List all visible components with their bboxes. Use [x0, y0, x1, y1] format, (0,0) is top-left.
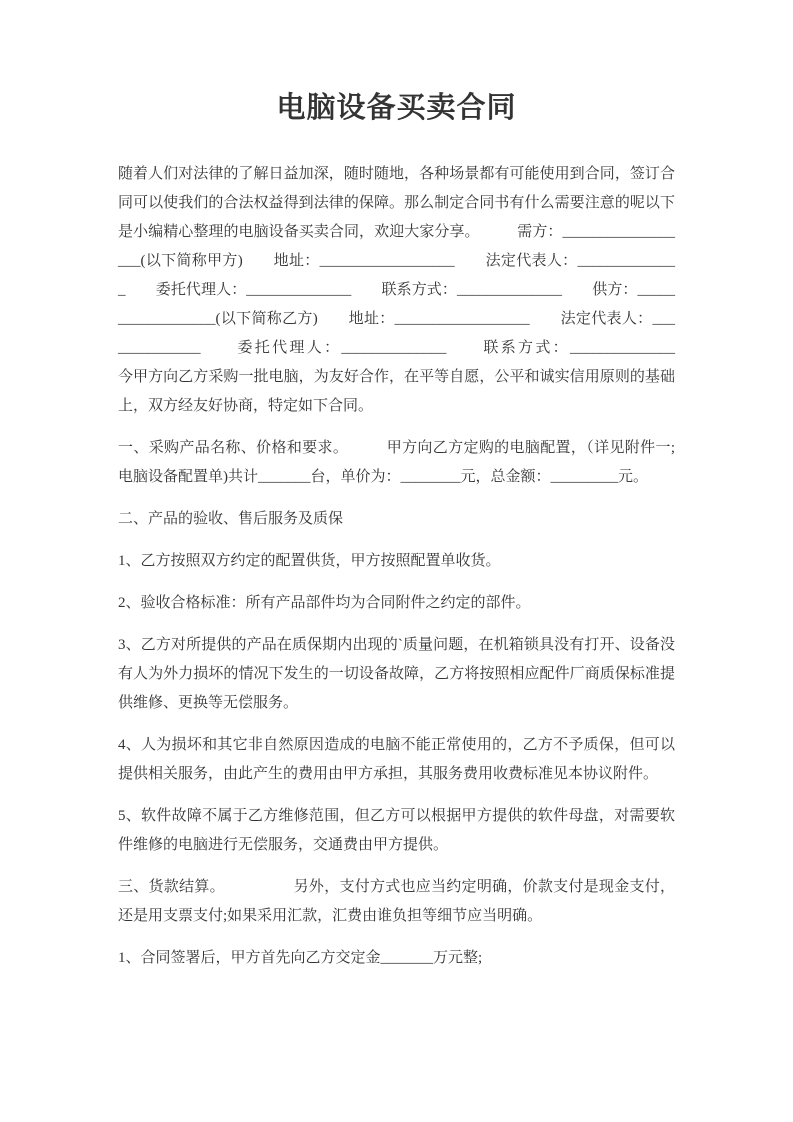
- clause-2-3: 3、乙方对所提供的产品在质保期内出现的`质量问题，在机箱锁具没有打开、设备没有人为外力损坏的情况下发生的一切设备故障，乙方将按照相应配件厂商质保标准提供维修、更换等无偿服务。: [118, 637, 675, 711]
- clause-3-1: 1、合同签署后，甲方首先向乙方交定金_______万元整;: [118, 950, 483, 966]
- section-1-procurement-paragraph: 一、采购产品名称、价格和要求。 甲方向乙方定购的电脑配置，（详见附件一;电脑设备配置单)共计_______台，单价为：________元，总金额：_________元。: [118, 440, 675, 485]
- section-2-heading: 二、产品的验收、售后服务及质保: [118, 511, 344, 527]
- clause-2-1: 1、乙方按照双方约定的配置供货，甲方按照配置单收货。: [118, 553, 501, 569]
- intro-and-parties-paragraph: 随着人们对法律的了解日益加深，随时随地，各种场景都有可能使用到合同，签订合同可以使我们的合法权益得到法律的保障。那么制定合同书有什么需要注意的呢以下是小编精心整理的电脑设备买卖合同，欢迎大家分享。 需方：__________________(以下简称甲方) 地址：__________________ 法定代表人：______________ 委托代理人：______________ 联系方式：______________ 供方：__________________(以下简称乙方) 地址：__________________ 法定代表人：______________ 委托代理人：______________ 联系方式：______________ 今甲方向乙方采购一批电脑，为友好合作，在平等自愿，公平和诚实信用原则的基础上，双方经友好协商，特定如下合同。: [118, 166, 706, 414]
- clause-2-2: 2、验收合格标准：所有产品部件均为合同附件之约定的部件。: [118, 595, 531, 611]
- document-title: 电脑设备买卖合同: [276, 92, 517, 124]
- section-3-payment-paragraph: 三、货款结算。 另外，支付方式也应当约定明确，价款支付是现金支付，还是用支票支付;如果采用汇款，汇费由谁负担等细节应当明确。: [118, 879, 675, 924]
- clause-2-5: 5、软件故障不属于乙方维修范围，但乙方可以根据甲方提供的软件母盘，对需要软件维修的电脑进行无偿服务，交通费由甲方提供。: [118, 808, 675, 853]
- clause-2-4: 4、人为损坏和其它非自然原因造成的电脑不能正常使用的，乙方不予质保，但可以提供相关服务，由此产生的费用由甲方承担，其服务费用收费标准见本协议附件。: [118, 737, 675, 782]
